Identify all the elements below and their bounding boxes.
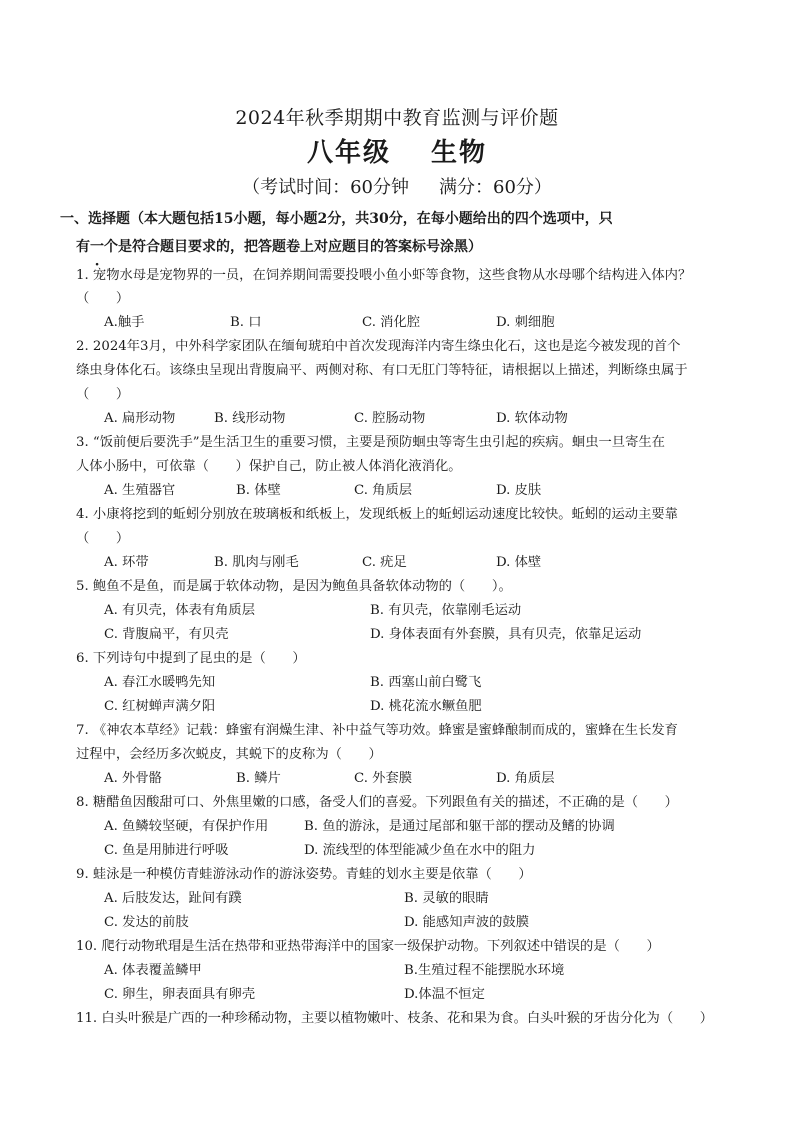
grade-label: 八年级 [306,138,391,168]
question-7-option-b: B. 鳞片 [236,771,281,786]
question-2-blank: （ ） [76,387,130,402]
question-5-text: 5. 鲍鱼不是鱼，而是属于软体动物，是因为鲍鱼具备软体动物的（ ）。 [76,579,512,594]
question-7-text-cont: 过程中，会经历多次蜕皮，其蜕下的皮称为（ ） [76,747,382,762]
question-9-option-a: A. 后肢发达，趾间有蹼 [104,891,242,906]
question-8-option-a: A. 鱼鳞较坚硬，有保护作用 [104,819,269,834]
question-6-option-a: A. 春江水暖鸭先知 [104,675,216,690]
question-8-text: 8. 糖醋鱼因酸甜可口、外焦里嫩的口感，备受人们的喜爱。下列跟鱼有关的描述，不正确的是（ ） [76,795,678,810]
section-heading [60,205,760,261]
question-1-option-a: A.触手 [104,315,145,330]
section-heading-part: 个是符合题目要求的，把答题卷上对应题目的答案标号涂黑） [104,239,482,255]
section-heading-line2 [60,233,760,261]
question-7-option-c: C. 外套膜 [354,771,413,786]
question-3-option-d: D. 皮肤 [496,483,542,498]
question-6-text: 6. 下列诗句中提到了昆虫的是（ ） [76,651,306,666]
question-2-text: 2. 2024年3月，中外科学家团队在缅甸琥珀中首次发现海洋内寄生绦虫化石，这也是迄今被发现的首个 [76,339,681,354]
question-5-option-d: D. 身体表面有外套膜，具有贝壳，依靠足运动 [370,627,642,642]
time-info: （考试时间：60分钟 [242,177,409,198]
question-10-option-a: A. 体表覆盖鳞甲 [104,963,202,978]
question-2-option-d: D. 软体动物 [496,411,568,426]
question-2-text-cont: 绦虫身体化石。该绦虫呈现出背腹扁平、两侧对称、有口无肛门等特征，请根据以上描述，判断绦虫属于 [76,363,688,378]
question-4-blank: （ ） [76,531,130,546]
question-7-option-a: A. 外骨骼 [104,771,162,786]
question-5-option-a: A. 有贝壳，体表有角质层 [104,603,256,618]
question-2-option-b: B. 线形动物 [214,411,286,426]
emphasis-dot-text: 一 [90,239,104,255]
question-2-option-c: C. 腔肠动物 [354,411,426,426]
question-4-option-c: C. 疣足 [362,555,407,570]
question-1-blank: （ ） [76,291,130,306]
question-7-text: 7. 《神农本草经》记载：蜂蜜有润燥生津、补中益气等功效。蜂蜜是蜜蜂酿制而成的，蜜蜂在生长发育 [76,723,678,738]
question-8-option-d: D. 流线型的体型能减少鱼在水中的阻力 [304,843,536,858]
question-10-text: 10. 爬行动物玳瑁是生活在热带和亚热带海洋中的国家一级保护动物。下列叙述中错误的是（ ） [76,939,660,954]
question-9-option-c: C. 发达的前肢 [104,915,189,930]
question-3-option-b: B. 体壁 [236,483,281,498]
question-8-option-b: B. 鱼的游泳，是通过尾部和躯干部的摆动及鳍的协调 [304,819,615,834]
question-3-text-cont: 人体小肠中，可依靠（ ）保护自己，防止被人体消化液消化。 [76,459,462,474]
grade-subject [0,132,794,169]
question-10-option-b: B.生殖过程不能摆脱水环境 [404,963,565,978]
question-3-option-a: A. 生殖器官 [104,483,176,498]
exam-title: 2024年秋季期期中教育监测与评价题 [235,107,559,129]
question-1-option-c: C. 消化腔 [362,315,421,330]
question-6-option-d: D. 桃花流水鳜鱼肥 [370,699,482,714]
question-1-text: 1. 宠物水母是宠物界的一员，在饲养期间需要投喂小鱼小虾等食物，这些食物从水母哪个结构进入体内？ [76,268,692,283]
question-2-option-a: A. 扁形动物 [104,411,176,426]
exam-info [0,173,794,199]
question-4-text: 4. 小康将挖到的蚯蚓分别放在玻璃板和纸板上，发现纸板上的蚯蚓运动速度比较快。蚯蚓的运动主要靠 [76,507,678,522]
question-9-text: 9. 蛙泳是一种模仿青蛙游泳动作的游泳姿势。青蛙的划水主要是依靠（ ） [76,867,532,882]
question-4-option-d: D. 体壁 [496,555,542,570]
question-4-option-a: A. 环带 [104,555,149,570]
question-10-option-d: D.体温不恒定 [404,987,485,1002]
question-6-option-c: C. 红树蝉声满夕阳 [104,699,216,714]
question-11-text: 11. 白头叶猴是广西的一种珍稀动物，主要以植物嫩叶、枝条、花和果为食。白头叶猴的牙齿分化为（ ） [76,1011,714,1026]
question-7-option-d: D. 角质层 [496,771,555,786]
subject-label: 生物 [431,138,488,168]
question-5-option-b: B. 有贝壳，依靠刚毛运动 [370,603,522,618]
question-5-option-c: C. 背腹扁平，有贝壳 [104,627,229,642]
section-heading-part: 有 [76,239,90,255]
question-8-option-c: C. 鱼是用肺进行呼吸 [104,843,229,858]
question-3-option-c: C. 角质层 [354,483,413,498]
score-info: 满分：60分） [439,177,552,198]
question-9-option-d: D. 能感知声波的鼓膜 [404,915,530,930]
question-1-option-d: D. 刺细胞 [496,315,555,330]
question-10-option-c: C. 卵生，卵表面具有卵壳 [104,987,256,1002]
question-3-text: 3. “饭前便后要洗手”是生活卫生的重要习惯，主要是预防蛔虫等寄生虫引起的疾病。蛔虫一旦寄生在 [76,435,665,450]
section-heading-line1: 一、选择题（本大题包括15小题，每小题2分，共30分，在每小题给出的四个选项中，只 [60,211,613,227]
question-1-option-b: B. 口 [230,315,262,330]
question-6-option-b: B. 西塞山前白鹭飞 [370,675,482,690]
question-9-option-b: B. 灵敏的眼睛 [404,891,489,906]
question-4-option-b: B. 肌肉与刚毛 [214,555,299,570]
